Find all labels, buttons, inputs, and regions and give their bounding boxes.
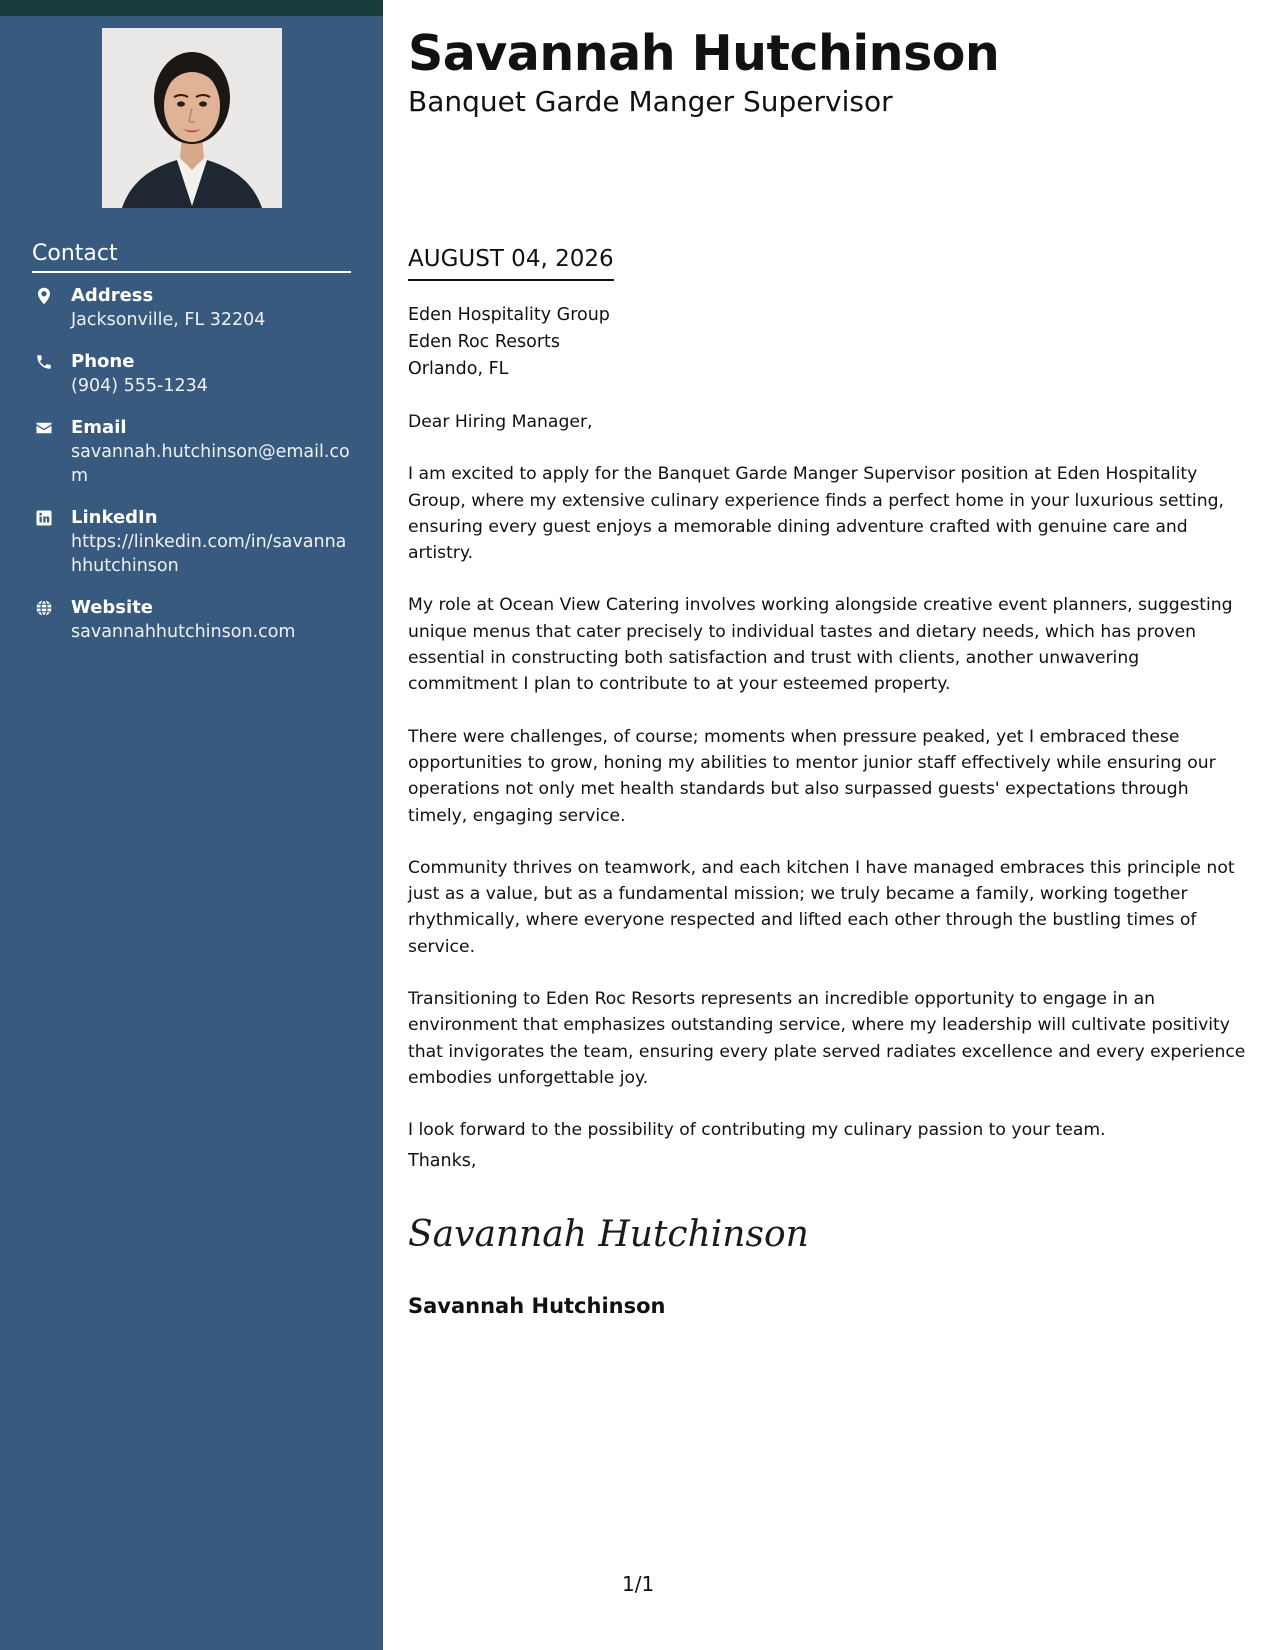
body-paragraph: I look forward to the possibility of contributing my culinary passion to your team. [408,1120,1106,1141]
body-paragraph: Transitioning to Eden Roc Resorts represents an incredible opportunity to engage in an environment that emphasizes outstanding service, where my leadership will cultivate positivity that invigorates the team, ensuring every plate served radiates excellence and every experience embodies unforgettable joy. [408,989,1246,1088]
recipient-line: Orlando, FL [408,359,509,379]
signature-text: Savannah Hutchinson [408,1214,809,1255]
contact-label-address: Address [71,285,154,306]
body-paragraph: My role at Ocean View Catering involves working alongside creative event planners, suggesting unique menus that cater precisely to individual tastes and dietary needs, which has proven essential in constructing both satisfaction and trust with clients, another unwavering commitment I plan to contribute to at your esteemed property. [408,595,1233,695]
body-paragraph: There were challenges, of course; moments when pressure peaked, yet I embraced these opportunities to grow, honing my abilities to mentor junior staff effectively while ensuring our operations not only met health standards but also surpassed guests' expectations through timely, engaging service. [408,726,1216,826]
envelope-icon [35,419,53,437]
contact-item-address [32,284,352,332]
page-number: 1/1 [622,1572,655,1596]
contact-value-phone: (904) 555-1234 [71,376,208,396]
linkedin-icon [35,509,53,527]
signer-name: Savannah Hutchinson [408,1294,666,1318]
recipient-address [408,302,610,383]
map-pin-icon [35,287,53,305]
contact-label-phone: Phone [71,351,135,372]
contact-label-website: Website [71,597,154,618]
sidebar [0,0,383,1650]
salutation: Dear Hiring Manager, [408,412,593,432]
signature [408,1206,809,1258]
contact-heading: Contact [32,241,351,273]
body-paragraph: I am excited to apply for the Banquet Garde Manger Supervisor position at Eden Hospitality Group, where my extensive culinary experience finds a perfect home in your luxurious setting, ensuring every guest enjoys a memorable dining adventure crafted with genuine care and artistry. [408,464,1224,564]
avatar-portrait-icon [102,28,282,208]
contact-list [32,284,352,662]
body-paragraph: Community thrives on teamwork, and each kitchen I have managed embraces this principle not just as a value, but as a fundamental mission; we truly became a family, working together rhythmically, where everyone respected and lifted each other through the bustling times of service. [408,857,1235,957]
contact-item-phone [32,350,352,398]
globe-icon [35,599,53,617]
contact-label-linkedin: LinkedIn [71,507,158,528]
job-title: Banquet Garde Manger Supervisor [408,85,893,118]
contact-value-linkedin[interactable]: https://linkedin.com/in/savannahhutchinson [71,532,347,576]
recipient-line: Eden Roc Resorts [408,332,560,352]
letter-body [408,409,1253,1170]
contact-value-website[interactable]: savannahhutchinson.com [71,622,296,642]
recipient-line: Eden Hospitality Group [408,305,610,325]
contact-label-email: Email [71,417,127,438]
sidebar-top-bar [0,0,383,16]
phone-icon [35,353,53,371]
contact-item-website [32,596,352,644]
avatar [102,28,282,208]
contact-item-email [32,416,352,488]
contact-value-email[interactable]: savannah.hutchinson@email.com [71,442,350,486]
contact-value-address: Jacksonville, FL 32204 [71,310,266,330]
letter-date: AUGUST 04, 2026 [408,244,614,281]
contact-item-linkedin [32,506,352,578]
closing: Thanks, [408,1151,477,1171]
applicant-name: Savannah Hutchinson [408,25,1000,82]
